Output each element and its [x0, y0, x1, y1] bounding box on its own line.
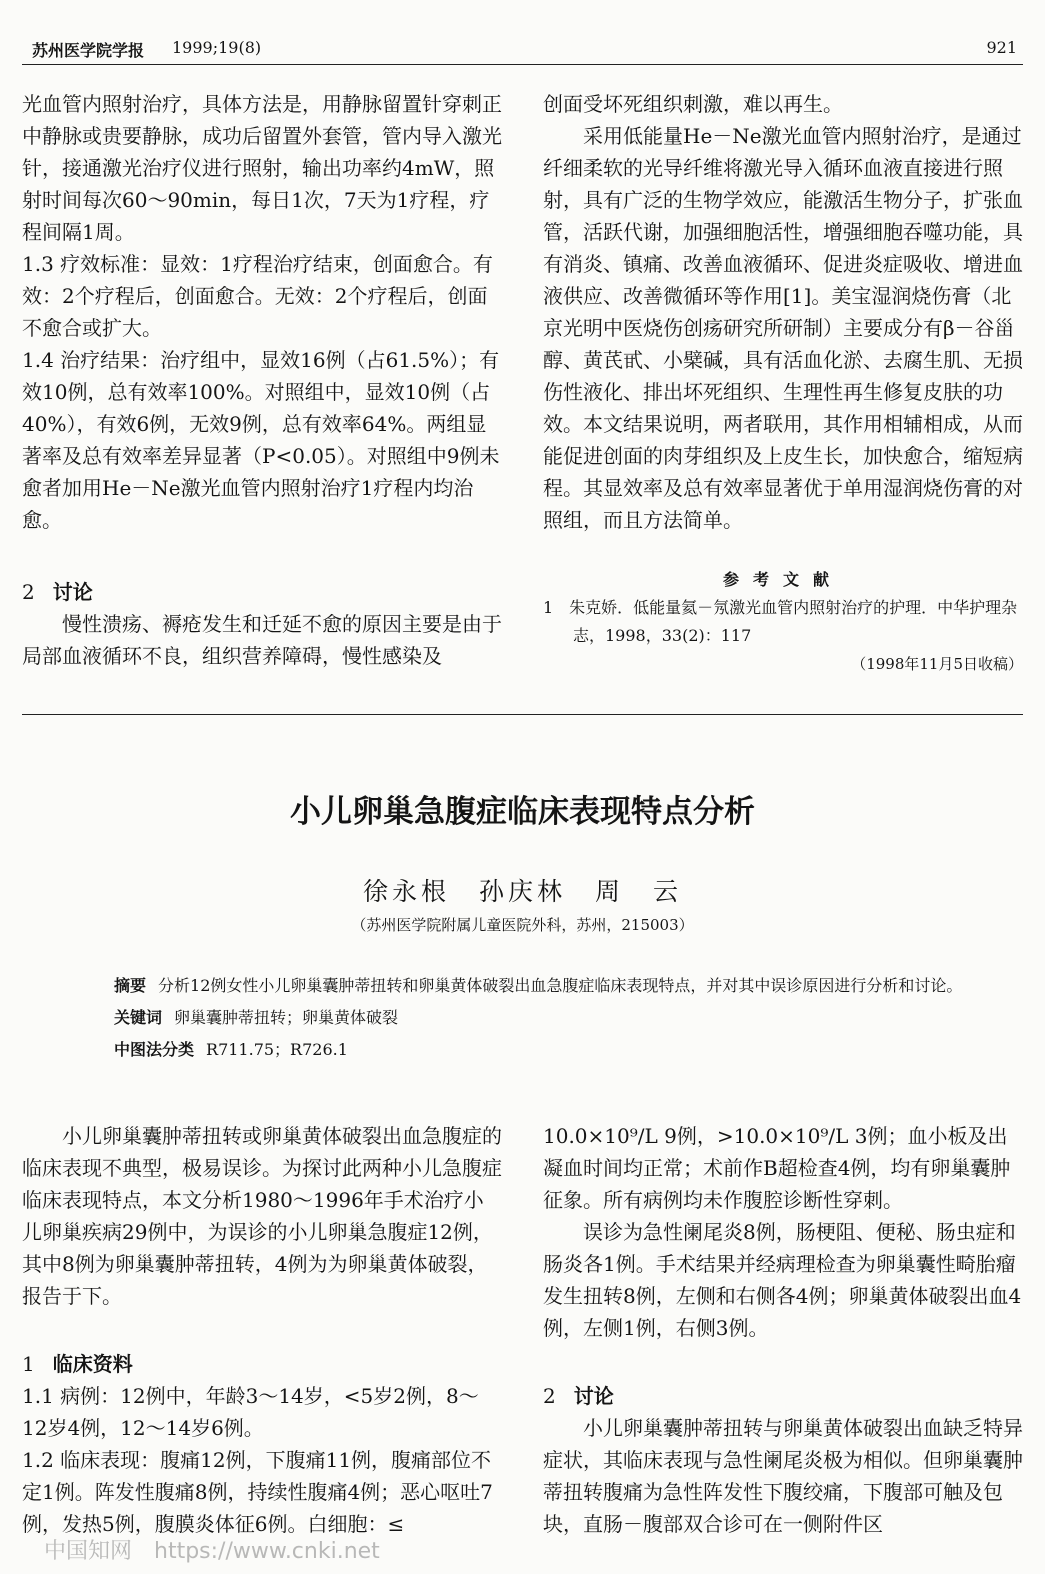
prev-paragraph: 1.3 疗效标准：显效：1疗程治疗结束，创面愈合。有效：2个疗程后，创面愈合。无效：2个疗程后，创面不愈合或扩大。: [22, 252, 493, 340]
references-heading: 参考文献: [722, 570, 843, 589]
cnki-watermark: 中国知网 https://www.cnki.net: [44, 1539, 380, 1564]
section-title: 临床资料: [52, 1352, 133, 1376]
prev-paragraph: 采用低能量He－Ne激光血管内照射治疗，是通过纤细柔软的光导纤维将激光导入循环血液直接进行照射，具有广泛的生物学效应，能激活生物分子，扩张血管，活跃代谢，加强细胞活性，增强细胞吞噬功能，具有消炎、镇痛、改善血液循环、促进炎症吸收、增进血液供应、改善微循环等作用[1]。美宝湿润烧伤膏（北京光明中医烧伤创疡研究所研制）主要成分有β－谷甾醇、黄芪甙、小檗碱，具有活血化淤、去腐生肌、无损伤性液化、排出坏死组织、生理性再生修复皮肤的功效。本文结果说明，两者联用，其作用相辅相成，从而能促进创面的肉芽组织及上皮生长，加快愈合，缩短病程。其显效率及总有效率显著优于单用湿润烧伤膏的对照组，而且方法简单。: [543, 124, 1023, 532]
abstract: [76, 972, 976, 1000]
article-paragraph: 误诊为急性阑尾炎8例，肠梗阻、便秘、肠虫症和肠炎各1例。手术结果并经病理检查为卵巢囊性畸胎瘤发生扭转8例，左侧和右侧各4例；卵巢黄体破裂出血4例，左侧1例，右侧3例。: [543, 1220, 1022, 1340]
journal-name: 苏州医学院学报: [32, 41, 145, 60]
prev-paragraph: 1.4 治疗结果：治疗组中，显效16例（占61.5%）；有效10例，总有效率100%。对照组中，显效10例（占40%），有效6例，无效9例，总有效率64%。两组显著率及总有效率差异显著（P<0.05）。对照组中9例未愈者加用He－Ne激光血管内照射治疗1疗程内均治愈。: [22, 348, 500, 532]
article-separator: [22, 714, 1023, 715]
abstract-label: 摘要: [114, 976, 147, 995]
prev-right-column: [543, 88, 1023, 678]
page-number: 921: [986, 38, 1017, 57]
keywords-text: 卵巢囊肿蒂扭转；卵巢黄体破裂: [174, 1008, 399, 1027]
article-left-column: [22, 1120, 502, 1540]
prev-discussion-heading: [22, 576, 502, 608]
section-number: 1: [22, 1352, 35, 1376]
article-paragraph: 10.0×10⁹/L 9例，>10.0×10⁹/L 3例；血小板及出凝血时间均正常；术前作B超检查4例，均有卵巢囊肿征象。所有病例均未作腹腔诊断性穿刺。: [543, 1124, 1011, 1212]
article-intro: 小儿卵巢囊肿蒂扭转或卵巢黄体破裂出血急腹症的临床表现不典型，极易误诊。为探讨此两种小儿急腹症临床表现特点，本文分析1980～1996年手术治疗小儿卵巢疾病29例中，为误诊的小儿卵巢急腹症12例，其中8例为卵巢囊肿蒂扭转，4例为为卵巢黄体破裂，报告于下。: [22, 1124, 502, 1308]
prev-left-column: [22, 88, 502, 672]
article-paragraph: 1.1 病例：12例中，年龄3～14岁，<5岁2例，8～12岁4例，12～14岁6例。: [22, 1384, 479, 1440]
section-heading: [543, 1380, 1023, 1412]
reference-item: 1 朱克娇．低能量氦－氖激光血管内照射治疗的护理．中华护理杂志，1998，33(2)：117: [543, 598, 1018, 645]
abstract-text: 分析12例女性小儿卵巢囊肿蒂扭转和卵巢黄体破裂出血急腹症临床表现特点，并对其中误诊原因进行分析和讨论。: [158, 976, 963, 995]
abstract-block: [76, 972, 976, 1064]
clc-label: 中图法分类: [114, 1040, 195, 1059]
header-rule: [22, 64, 1023, 65]
section-title: 讨论: [52, 580, 93, 604]
section-number: 2: [543, 1384, 556, 1408]
article-paragraph: 小儿卵巢囊肿蒂扭转与卵巢黄体破裂出血缺乏特异症状，其临床表现与急性阑尾炎极为相似。但卵巢囊肿蒂扭转腹痛为急性阵发性下腹绞痛，下腹部可触及包块，直肠－腹部双合诊可在一侧附件区: [543, 1416, 1023, 1536]
article-title: 小儿卵巢急腹症临床表现特点分析: [290, 794, 755, 830]
prev-paragraph: 光血管内照射治疗，具体方法是，用静脉留置针穿刺正中静脉或贵要静脉，成功后留置外套管，管内导入激光针，接通激光治疗仪进行照射，输出功率约4mW，照射时间每次60～90min，每日1次，7天为1疗程，疗程间隔1周。: [22, 92, 502, 244]
clc-text: R711.75；R726.1: [206, 1040, 348, 1059]
section-title: 讨论: [573, 1384, 614, 1408]
article-right-column: [543, 1120, 1023, 1540]
article-affiliation: （苏州医学院附属儿童医院外科，苏州，215003）: [351, 916, 694, 934]
issue-info: 1999;19(8): [172, 38, 262, 57]
keywords-label: 关键词: [114, 1008, 163, 1027]
classification: [76, 1036, 976, 1064]
article-paragraph: 1.2 临床表现：腹痛12例，下腹痛11例，腹痛部位不定1例。阵发性腹痛8例，持续性腹痛4例；恶心呕吐7例，发热5例，腹膜炎体征6例。白细胞：≤: [22, 1448, 493, 1536]
section-number: 2: [22, 580, 35, 604]
section-heading: [22, 1348, 502, 1380]
received-date: （1998年11月5日收稿）: [851, 655, 1023, 673]
article-authors: 徐永根 孙庆林 周 云: [362, 877, 682, 906]
prev-discussion-text: 慢性溃疡、褥疮发生和迁延不愈的原因主要是由于局部血液循环不良，组织营养障碍，慢性感染及: [22, 612, 502, 668]
prev-paragraph: 创面受坏死组织刺激，难以再生。: [543, 92, 843, 116]
keywords: [76, 1004, 976, 1032]
